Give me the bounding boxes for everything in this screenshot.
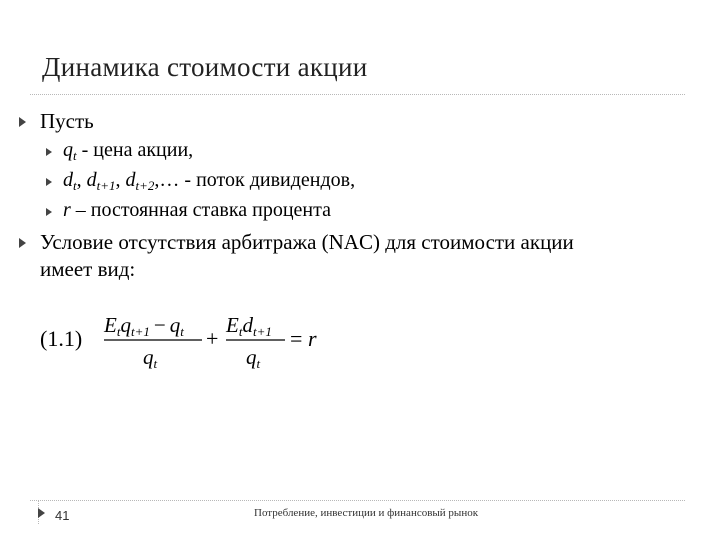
- price-var-sub: t: [73, 148, 77, 163]
- nac-condition-line1: Условие отсутствия арбитража (NAC) для стоимости акции: [40, 230, 574, 254]
- sub-bullet-dividends: [63, 169, 355, 194]
- bullet-let: Пусть: [40, 109, 94, 133]
- sub-bullet-arrow-icon: [46, 178, 52, 186]
- sub-bullet-arrow-icon: [46, 208, 52, 216]
- nac-condition-line2: имеет вид:: [40, 257, 136, 281]
- div-text: - поток дивидендов,: [179, 169, 356, 191]
- rate-var: r: [63, 199, 71, 221]
- fraction2-denominator: qt: [246, 345, 261, 371]
- div-d2: d: [86, 169, 97, 191]
- footer-divider: [30, 500, 685, 501]
- formula-label: (1.1): [40, 326, 83, 351]
- sub-bullet-arrow-icon: [46, 148, 52, 156]
- formula-equals: =: [290, 326, 303, 351]
- div-d1: d: [63, 169, 73, 191]
- bullet-arrow-icon: [19, 117, 26, 127]
- div-d2-sub: t+1: [96, 178, 116, 193]
- fraction1-numerator: Etqt+1 − qt: [104, 313, 184, 339]
- footer-course-title: Потребление, инвестиции и финансовый рынок: [254, 507, 479, 519]
- div-d3: d: [125, 169, 136, 191]
- formula-plus: +: [206, 326, 219, 351]
- price-text: - цена акции,: [76, 139, 194, 161]
- price-var: q: [63, 139, 73, 161]
- page-number: 41: [55, 508, 70, 523]
- rate-text: – постоянная ставка процента: [70, 199, 331, 221]
- formula-rate: r: [308, 326, 317, 351]
- div-d3-sub: t+2: [135, 178, 155, 193]
- div-sep1: ,: [76, 169, 87, 191]
- div-d1-sub: t: [73, 178, 77, 193]
- footer-arrow-icon: [38, 508, 45, 518]
- sub-bullet-rate: [63, 199, 331, 222]
- slide-title: Динамика стоимости акции: [42, 52, 368, 82]
- fraction1-denominator: qt: [143, 345, 158, 371]
- sub-bullet-price: [63, 139, 193, 164]
- nac-formula: [40, 312, 340, 372]
- div-dots: ,…: [154, 169, 180, 191]
- fraction2-numerator: Etdt+1: [226, 313, 272, 339]
- div-sep2: ,: [115, 169, 126, 191]
- title-divider: [30, 94, 685, 95]
- bullet-arrow-icon: [19, 238, 26, 248]
